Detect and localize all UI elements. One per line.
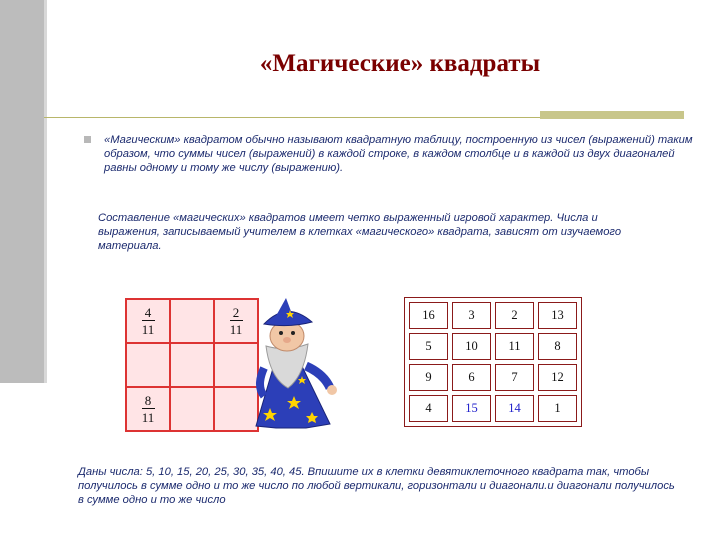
- title-divider-accent: [540, 111, 684, 119]
- magic-square-cell: 9: [409, 364, 448, 391]
- magic-square-cell: 16: [409, 302, 448, 329]
- fraction-numerator: 4: [144, 305, 152, 320]
- game-character-paragraph: Составление «магических» квадратов имеет четко выраженный игровой характер. Числа и выражения, записываемый учителем в клетках «магического» квадрата, зависят от изучаемого материала.: [98, 212, 622, 252]
- magic-square-cell: 2: [495, 302, 534, 329]
- fraction-cell: [170, 343, 214, 387]
- magic-square-cell: 5: [409, 333, 448, 360]
- fraction-bar: [142, 408, 155, 409]
- fraction-denominator: 11: [229, 322, 243, 337]
- fraction-cell: [126, 343, 170, 387]
- fraction-value: [230, 306, 243, 336]
- slide-title: «Магические» квадраты: [259, 50, 541, 77]
- magic-square-cell: 10: [452, 333, 491, 360]
- magic-square-cell: 1: [538, 395, 577, 422]
- magic-square-cell: 7: [495, 364, 534, 391]
- magic-square-cell: 8: [538, 333, 577, 360]
- definition-paragraph: «Магическим» квадратом обычно называют квадратную таблицу, построенную из чисел (выражений) таким образом, что суммы чисел (выражений) в каждой строке, в каждом столбце и в каждой из двух диагоналей равны одному и тому же числу (выражению).: [104, 134, 693, 174]
- magic-square-cell: 15: [452, 395, 491, 422]
- fraction-numerator: 2: [232, 305, 240, 320]
- magic-square-cell: 12: [538, 364, 577, 391]
- number-magic-square: [404, 297, 582, 427]
- magic-square-cell: 11: [495, 333, 534, 360]
- magic-square-cell: 3: [452, 302, 491, 329]
- fraction-bar: [142, 320, 155, 321]
- magic-square-cell: 13: [538, 302, 577, 329]
- fraction-magic-square: [125, 298, 259, 432]
- magic-square-cell: 4: [409, 395, 448, 422]
- magic-square-cell: 14: [495, 395, 534, 422]
- fraction-cell: [126, 299, 170, 343]
- fraction-value: [142, 306, 155, 336]
- fraction-denominator: 11: [141, 410, 155, 425]
- magic-square-cell: 6: [452, 364, 491, 391]
- fraction-bar: [230, 320, 243, 321]
- fraction-value: [142, 394, 155, 424]
- fraction-cell: [126, 387, 170, 431]
- task-paragraph: Даны числа: 5, 10, 15, 20, 25, 30, 35, 40, 45. Впишите их в клетки девятиклеточного квадрата так, чтобы получилось в сумме одно и то же число по любой вертикали, горизонтали и диагонали.и диагонали получилось в сумме одно и то же число: [78, 466, 675, 506]
- fraction-denominator: 11: [141, 322, 155, 337]
- fraction-numerator: 8: [144, 393, 152, 408]
- left-decorative-bar: [0, 0, 47, 383]
- fraction-cell: [170, 387, 214, 431]
- fraction-cell: [170, 299, 214, 343]
- wizard-illustration-icon: [246, 296, 338, 430]
- square-bullet-icon: [84, 136, 91, 143]
